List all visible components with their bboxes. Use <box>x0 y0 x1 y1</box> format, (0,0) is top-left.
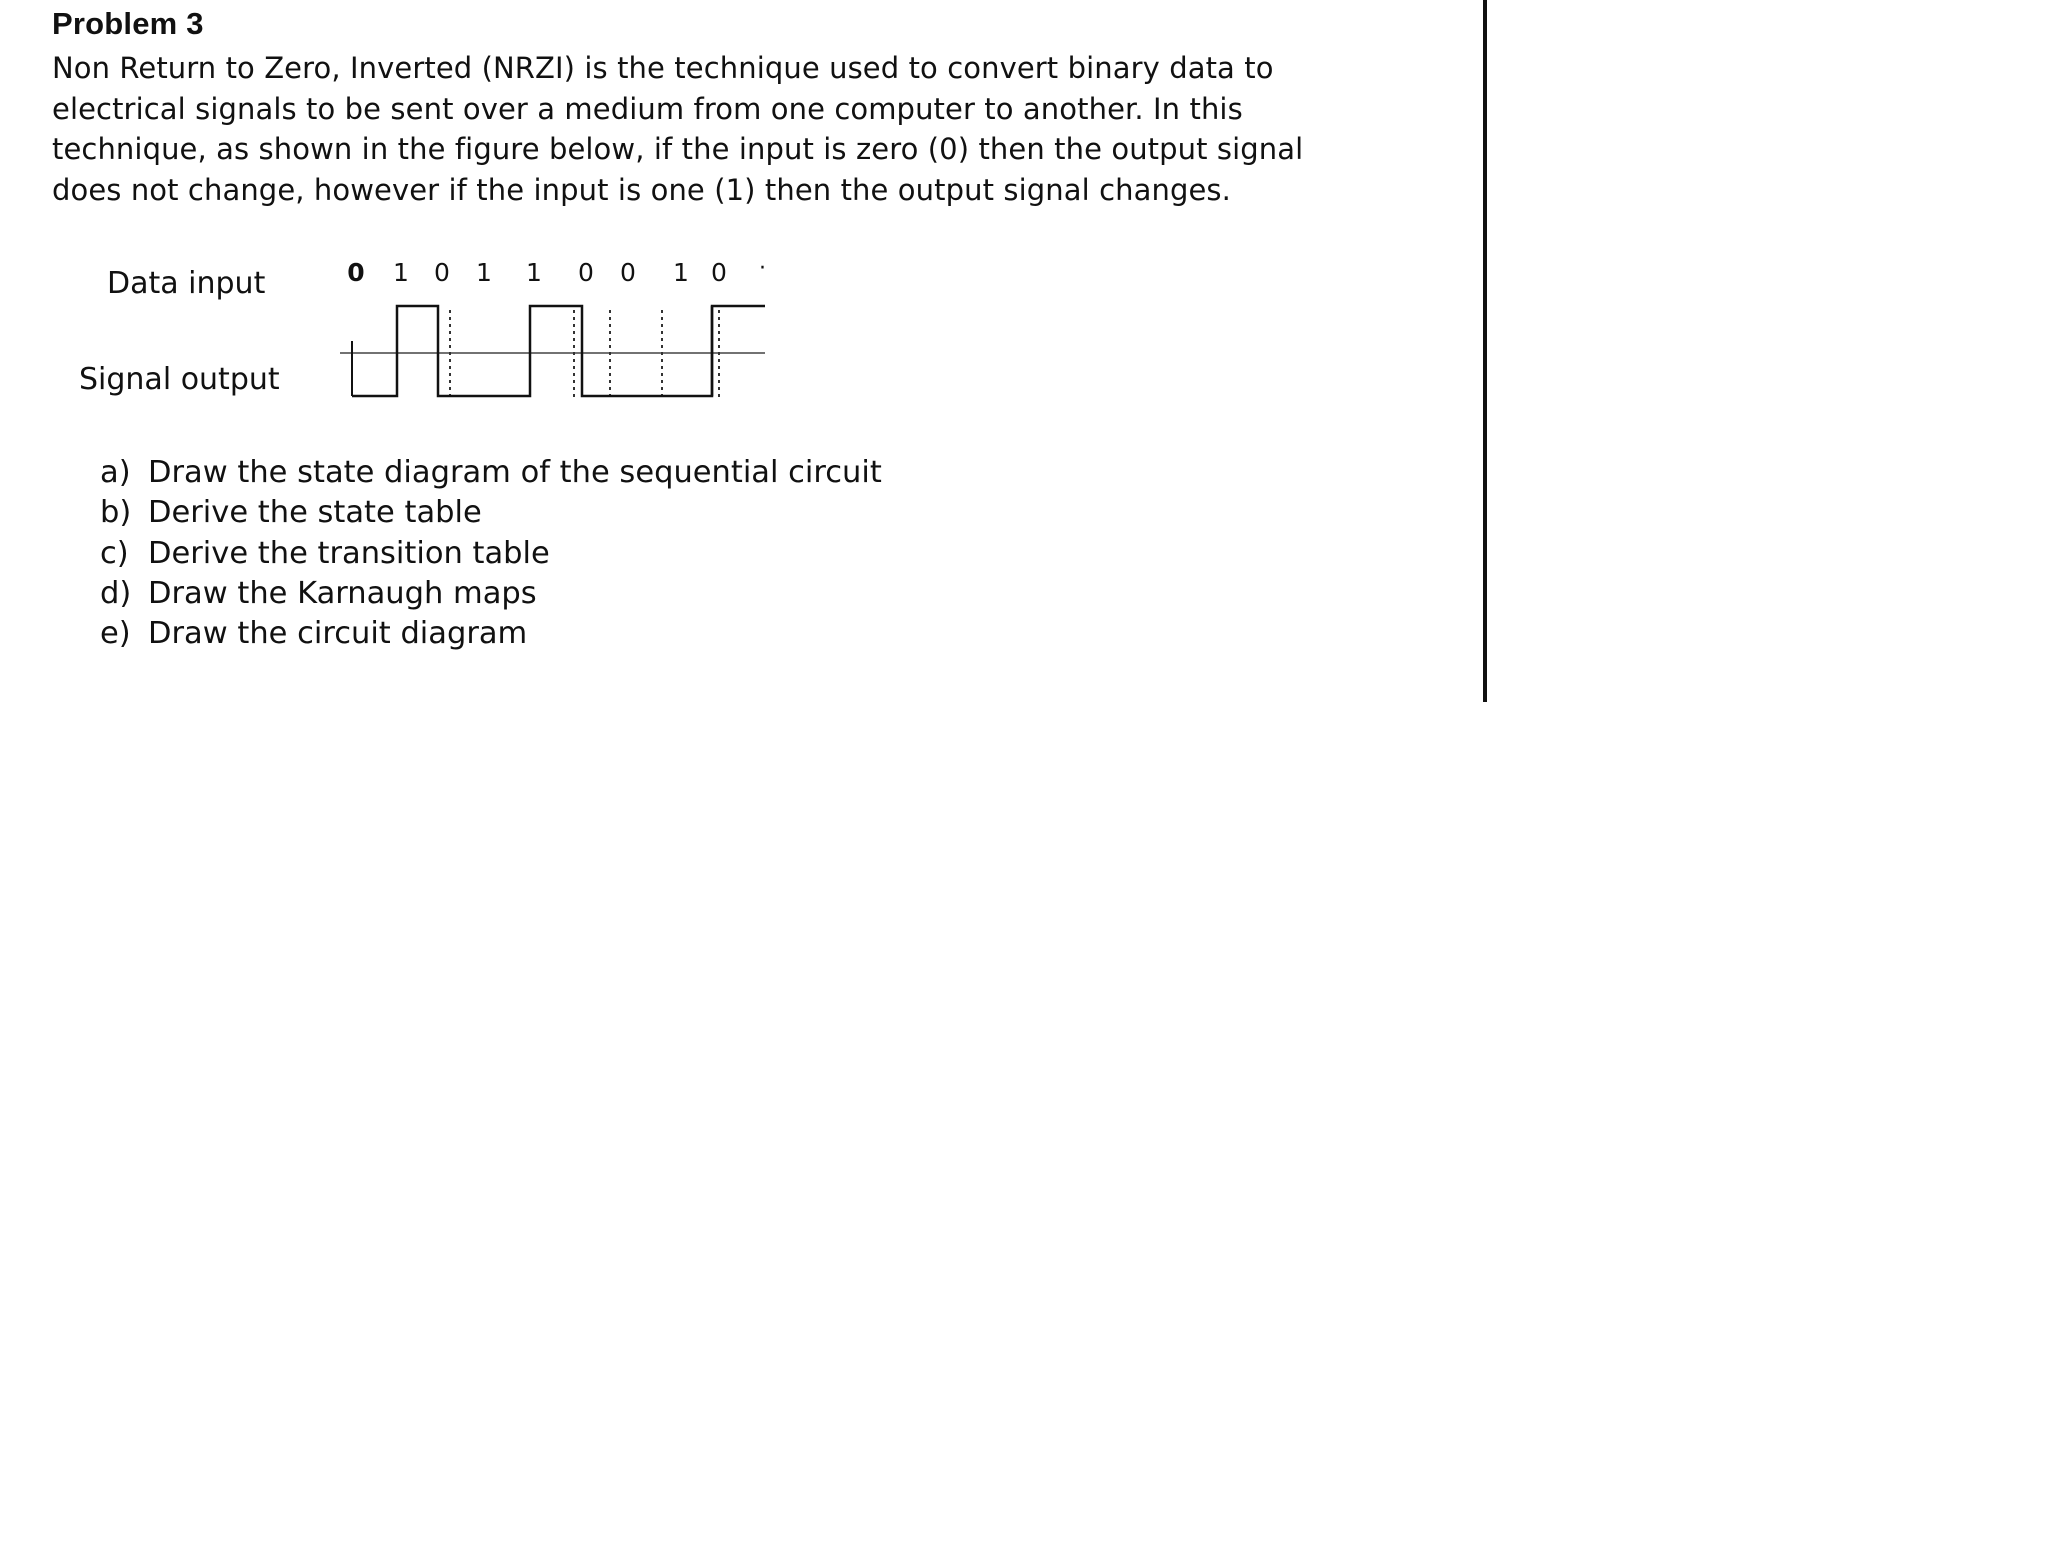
data-bit: 0 <box>347 258 365 287</box>
question-item <box>100 493 882 533</box>
question-list <box>100 453 882 654</box>
problem-title: Problem 3 <box>52 6 204 41</box>
question-text: Draw the state diagram of the sequential circuit <box>148 455 882 490</box>
description-line: does not change, however if the input is one (1) then the output signal changes. <box>52 172 1231 207</box>
question-text: Derive the transition table <box>148 535 550 571</box>
question-letter: b) <box>100 495 132 531</box>
data-bit: 0 <box>620 258 636 287</box>
data-bit: 1 <box>526 258 542 287</box>
page-divider-line <box>1483 0 1487 702</box>
question-item <box>100 614 882 654</box>
data-bit: 0 <box>578 258 594 287</box>
signal-waveform-path <box>352 306 765 396</box>
data-bit: 1 <box>673 258 689 287</box>
question-letter: d) <box>100 575 132 611</box>
question-text: Draw the Karnaugh maps <box>148 575 537 611</box>
question-text: Draw the circuit diagram <box>148 616 528 652</box>
data-bit: 1 <box>393 258 409 287</box>
question-text: Derive the state table <box>148 495 482 531</box>
data-input-bits <box>340 258 770 298</box>
description-line: electrical signals to be sent over a medium from one computer to another. In this <box>52 91 1243 126</box>
data-bit: 1 <box>476 258 492 287</box>
question-letter: e) <box>100 616 131 652</box>
description-line: technique, as shown in the figure below, if the input is zero (0) then the output signal <box>52 132 1304 166</box>
signal-output-label: Signal output <box>79 362 280 397</box>
continuation-dot: · <box>759 256 766 281</box>
problem-description <box>52 48 1452 210</box>
question-item <box>100 453 882 493</box>
data-bit: 0 <box>434 258 450 287</box>
data-input-label: Data input <box>107 266 266 301</box>
question-item <box>100 574 882 614</box>
nrzi-signal-waveform <box>340 296 780 406</box>
question-letter: c) <box>100 535 129 571</box>
question-item <box>100 534 882 574</box>
data-bit: 0 <box>711 258 727 287</box>
question-letter: a) <box>100 455 131 490</box>
description-line: Non Return to Zero, Inverted (NRZI) is the technique used to convert binary data to <box>52 51 1274 85</box>
